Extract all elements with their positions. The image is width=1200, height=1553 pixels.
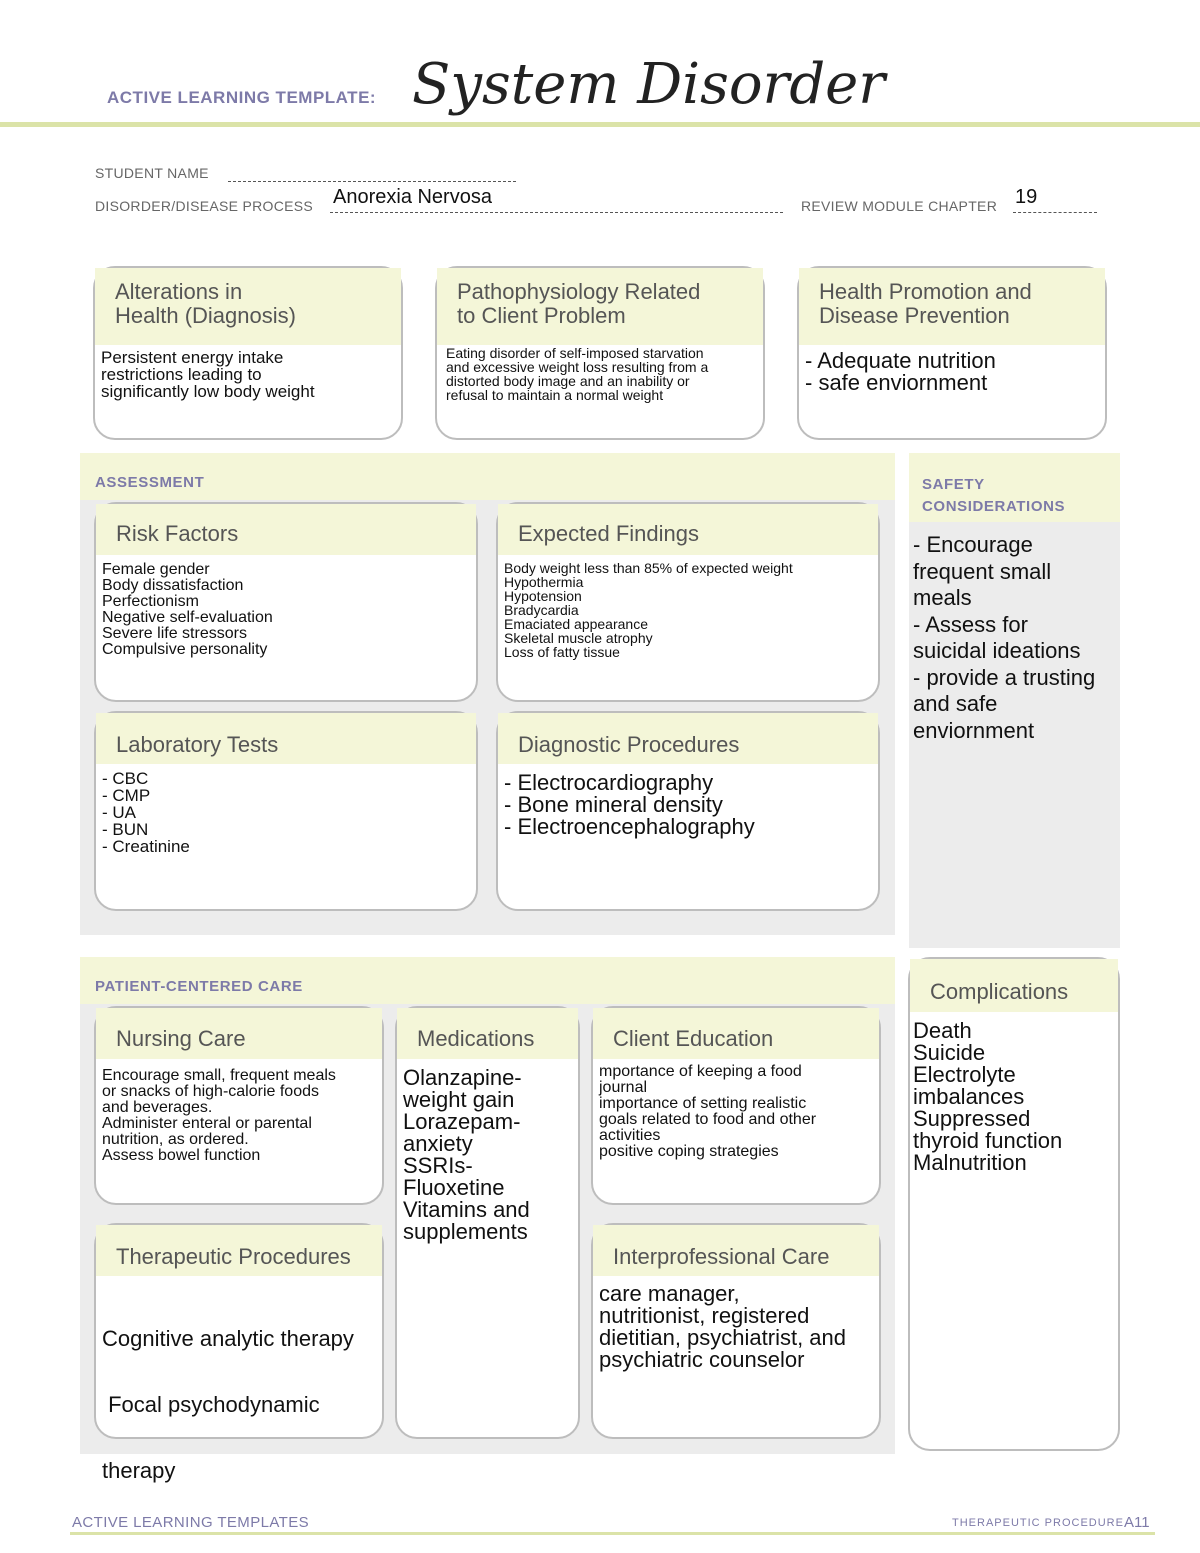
content-line: importance of setting realistic bbox=[599, 1095, 807, 1112]
medications-heading bbox=[397, 1008, 578, 1059]
box-title-line: to Client Problem bbox=[457, 303, 626, 328]
diagnostic-procedures-heading bbox=[498, 713, 878, 764]
content-line: SSRIs- bbox=[403, 1153, 473, 1178]
student-name-field[interactable] bbox=[228, 167, 516, 182]
footer-divider bbox=[70, 1532, 1155, 1535]
therapeutic-procedures-heading bbox=[96, 1225, 382, 1276]
student-name-label: STUDENT NAME bbox=[95, 165, 209, 181]
box-title: Nursing Care bbox=[116, 1026, 246, 1051]
content-line: Olanzapine- bbox=[403, 1065, 522, 1090]
disorder-label: DISORDER/DISEASE PROCESS bbox=[95, 198, 314, 214]
box-title: Risk Factors bbox=[116, 521, 239, 546]
expected-findings-content[interactable] bbox=[498, 555, 878, 663]
nursing-care-heading bbox=[96, 1008, 382, 1059]
box-title-line: Health Promotion and bbox=[819, 279, 1032, 304]
content-line: restrictions leading to bbox=[101, 365, 262, 384]
template-title: System Disorder bbox=[412, 52, 886, 117]
content-line: mportance of keeping a food bbox=[599, 1063, 802, 1080]
content-line: Encourage small, frequent meals bbox=[102, 1067, 336, 1084]
box-title: Expected Findings bbox=[518, 521, 699, 546]
content-line: Malnutrition bbox=[913, 1150, 1027, 1175]
safety-title-line: SAFETY bbox=[922, 476, 985, 493]
content-line: journal bbox=[599, 1079, 648, 1096]
content-line: imbalances bbox=[913, 1084, 1025, 1109]
content-line: suicidal ideations bbox=[913, 638, 1081, 663]
footer-page-number: A11 bbox=[1124, 1514, 1150, 1531]
content-line: meals bbox=[913, 585, 972, 610]
content-line: Suppressed bbox=[913, 1106, 1031, 1131]
content-line: Eating disorder of self-imposed starvation bbox=[446, 345, 704, 361]
content-line: - Adequate nutrition bbox=[805, 348, 996, 373]
content-line: - Electroencephalography bbox=[504, 814, 755, 839]
expected-findings-box bbox=[496, 502, 880, 702]
box-title-line: Disease Prevention bbox=[819, 303, 1010, 328]
box-title: Laboratory Tests bbox=[116, 732, 279, 757]
risk-factors-content[interactable] bbox=[96, 555, 476, 662]
safety-title-line: CONSIDERATIONS bbox=[922, 498, 1066, 515]
alterations-in-health-box bbox=[93, 266, 403, 440]
content-line: frequent small bbox=[913, 558, 1052, 584]
box-title: Complications bbox=[930, 979, 1069, 1004]
box-title: Therapeutic Procedures bbox=[116, 1244, 351, 1269]
safety-considerations-content[interactable] bbox=[913, 532, 1095, 744]
content-line: - Creatinine bbox=[102, 837, 190, 856]
content-line: refusal to maintain a normal weight bbox=[446, 387, 664, 403]
content-line: supplements bbox=[403, 1219, 528, 1244]
content-line: and safe bbox=[913, 691, 998, 716]
expected-findings-heading bbox=[498, 504, 878, 555]
content-line: Administer enteral or parental bbox=[102, 1115, 312, 1132]
diagnostic-procedures-box bbox=[496, 711, 880, 911]
content-line: significantly low body weight bbox=[101, 382, 315, 401]
therapeutic-procedures-box bbox=[94, 1223, 384, 1483]
content-line: - BUN bbox=[102, 820, 149, 839]
box-title: Medications bbox=[417, 1026, 535, 1051]
box-title-line: Health (Diagnosis) bbox=[115, 303, 296, 328]
content-line: nutrition, as ordered. bbox=[102, 1131, 249, 1148]
review-module-label: REVIEW MODULE CHAPTER bbox=[801, 198, 998, 214]
footer-right-label: THERAPEUTIC PROCEDURE bbox=[952, 1517, 1124, 1529]
content-line: - CMP bbox=[102, 786, 151, 805]
content-line: psychiatric counselor bbox=[599, 1347, 805, 1372]
content-line: Focal psychodynamic bbox=[102, 1392, 320, 1417]
risk-factors-heading bbox=[96, 504, 476, 555]
safety-title bbox=[922, 474, 1065, 518]
health-promotion-content[interactable] bbox=[799, 345, 1105, 398]
alterations-in-health-content[interactable] bbox=[95, 345, 401, 404]
footer-left-label: ACTIVE LEARNING TEMPLATES bbox=[72, 1514, 309, 1531]
content-line: Hypotension bbox=[504, 588, 582, 604]
template-label: ACTIVE LEARNING TEMPLATE: bbox=[107, 88, 377, 107]
content-line: Vitamins and bbox=[403, 1197, 530, 1222]
header-divider bbox=[0, 122, 1200, 127]
content-line: - Electrocardiography bbox=[504, 770, 714, 795]
review-module-field[interactable] bbox=[1013, 186, 1097, 213]
content-line: and excessive weight loss resulting from a bbox=[446, 359, 709, 375]
content-line: Compulsive personality bbox=[102, 641, 268, 658]
content-line: enviornment bbox=[913, 717, 1035, 743]
pathophysiology-content[interactable] bbox=[437, 345, 763, 406]
content-line: Cognitive analytic therapy bbox=[102, 1326, 354, 1351]
client-education-heading bbox=[593, 1008, 879, 1059]
content-line: nutritionist, registered bbox=[599, 1303, 810, 1328]
content-line: Perfectionism bbox=[102, 593, 199, 610]
interprofessional-care-heading bbox=[593, 1225, 879, 1276]
client-education-content[interactable] bbox=[593, 1059, 879, 1164]
therapeutic-procedures-content[interactable] bbox=[96, 1276, 382, 1530]
content-line: - Encourage bbox=[913, 532, 1033, 557]
complications-box bbox=[908, 957, 1120, 1451]
content-line: therapy bbox=[102, 1458, 176, 1483]
content-line: Fluoxetine bbox=[403, 1175, 505, 1200]
content-line: Persistent energy intake bbox=[101, 348, 284, 367]
content-line: and beverages. bbox=[102, 1099, 213, 1116]
content-line: activities bbox=[599, 1127, 661, 1144]
health-promotion-box bbox=[797, 266, 1107, 440]
content-line: Skeletal muscle atrophy bbox=[504, 630, 653, 646]
medications-content[interactable] bbox=[397, 1059, 578, 1247]
laboratory-tests-heading bbox=[96, 713, 476, 764]
nursing-care-content[interactable] bbox=[96, 1059, 382, 1168]
box-title: Client Education bbox=[613, 1026, 774, 1051]
content-line: Severe life stressors bbox=[102, 625, 247, 642]
content-line: Body weight less than 85% of expected weight bbox=[504, 560, 793, 576]
health-promotion-heading bbox=[799, 268, 1105, 345]
content-line: Suicide bbox=[913, 1040, 986, 1065]
box-title-line: Pathophysiology Related bbox=[457, 279, 701, 304]
content-line: thyroid function bbox=[913, 1128, 1063, 1153]
medications-box bbox=[395, 1006, 580, 1439]
interprofessional-care-content[interactable] bbox=[593, 1276, 879, 1375]
content-line: Death bbox=[913, 1018, 972, 1043]
content-line: Negative self-evaluation bbox=[102, 609, 273, 626]
content-line: dietitian, psychiatrist, and bbox=[599, 1325, 847, 1350]
alterations-in-health-heading bbox=[95, 268, 401, 345]
content-line: - provide a trusting bbox=[913, 664, 1096, 690]
content-line: - Assess for bbox=[913, 611, 1028, 637]
content-line: - safe enviornment bbox=[805, 370, 988, 395]
content-line: Lorazepam- bbox=[403, 1109, 521, 1134]
content-line: weight gain bbox=[403, 1087, 515, 1112]
content-line: Hypothermia bbox=[504, 574, 584, 590]
laboratory-tests-box bbox=[94, 711, 478, 911]
interprofessional-care-box bbox=[591, 1223, 881, 1439]
content-line: Female gender bbox=[102, 561, 210, 578]
content-line: Body dissatisfaction bbox=[102, 577, 244, 594]
pathophysiology-heading bbox=[437, 268, 763, 345]
nursing-care-box bbox=[94, 1006, 384, 1205]
content-line: - CBC bbox=[102, 769, 149, 788]
content-line: goals related to food and other bbox=[599, 1111, 817, 1128]
content-line: - UA bbox=[102, 803, 136, 822]
review-module-value: 19 bbox=[1015, 186, 1038, 208]
content-line: - Bone mineral density bbox=[504, 792, 723, 817]
box-title: Interprofessional Care bbox=[613, 1244, 830, 1269]
content-line: Loss of fatty tissue bbox=[504, 644, 620, 660]
box-title-line: Alterations in bbox=[115, 279, 243, 304]
complications-content[interactable] bbox=[910, 1012, 1118, 1178]
box-title: Diagnostic Procedures bbox=[518, 732, 740, 757]
content-line: care manager, bbox=[599, 1281, 740, 1306]
risk-factors-box bbox=[94, 502, 478, 702]
content-line: positive coping strategies bbox=[599, 1143, 779, 1160]
content-line: anxiety bbox=[403, 1131, 473, 1156]
disorder-value: Anorexia Nervosa bbox=[333, 186, 492, 208]
content-line: or snacks of high-calorie foods bbox=[102, 1083, 319, 1100]
content-line: Electrolyte bbox=[913, 1062, 1016, 1087]
diagnostic-procedures-content[interactable] bbox=[498, 764, 878, 842]
content-line: distorted body image and an inability or bbox=[446, 373, 690, 389]
pathophysiology-box bbox=[435, 266, 765, 440]
complications-heading bbox=[910, 959, 1118, 1012]
patient-centered-care-title: PATIENT-CENTERED CARE bbox=[95, 978, 303, 995]
laboratory-tests-content[interactable] bbox=[96, 764, 476, 859]
disorder-field[interactable] bbox=[330, 186, 783, 213]
assessment-title: ASSESSMENT bbox=[95, 474, 205, 491]
content-line: Bradycardia bbox=[504, 602, 579, 618]
content-line: Assess bowel function bbox=[102, 1147, 261, 1164]
content-line: Emaciated appearance bbox=[504, 616, 648, 632]
client-education-box bbox=[591, 1006, 881, 1205]
